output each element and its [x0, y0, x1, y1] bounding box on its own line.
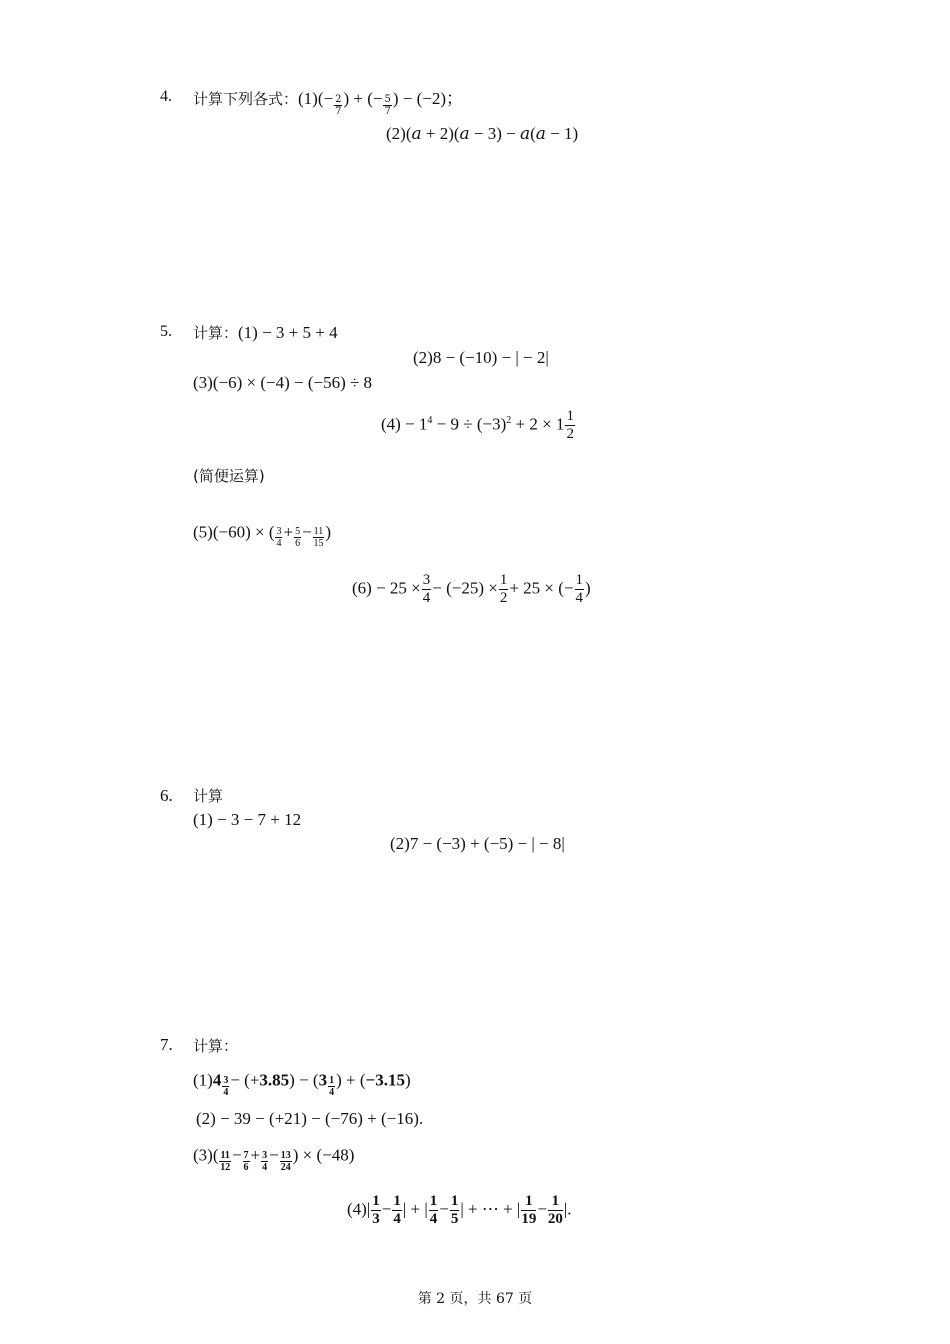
fraction: $\frac{5}{6}$ — [295, 526, 301, 549]
fraction: $\frac{1}{4}$ — [429, 1193, 438, 1227]
fraction: $\frac{1}{3}$ — [372, 1193, 380, 1227]
note-simplified-calculation: (简便运算) — [193, 467, 265, 485]
fraction: $\frac{1}{4}$ — [575, 572, 584, 606]
question-6-part-2: (2)7 − (−3) + (−5) − | − 8| — [390, 834, 565, 853]
question-6-part-1: (1) − 3 − 7 + 12 — [193, 810, 302, 829]
question-number: 4. — [160, 88, 172, 105]
question-5-part-2: (2)8 − (−10) − | − 2| — [413, 348, 549, 367]
question-number: 5. — [160, 323, 172, 340]
question-5-part-6: (6) − 25 × $\frac{3}{4}$ − (−25) × $\frac{1}{2}$ + 25 × (− $\frac{1}{4}$ ) — [352, 572, 591, 606]
question-7-part-1: (1)4 $\frac{3}{4}$ − (+3.85) − (3 $\frac{1}{4}$ ) + (−3.15) — [193, 1070, 411, 1098]
fraction: $\frac{1}{4}$ — [329, 1075, 335, 1098]
fraction: $\frac{3}{4}$ — [223, 1075, 229, 1098]
fraction: $\frac{7}{6}$ — [243, 1150, 249, 1173]
question-prompt: 计算： — [193, 324, 239, 342]
page-footer: 第 2 页，共 67 页 — [417, 1291, 533, 1307]
fraction: $\frac{3}{4}$ — [422, 572, 431, 606]
question-number: 6. — [160, 786, 173, 805]
question-7-part-4: (4)| $\frac{1}{3}$ − $\frac{1}{4}$ | + | $\frac{1}{4}$ − $\frac{1}{5}$ | + ⋯ + | $\frac{1}{19}$ − $\frac{1}{20}$ |. — [347, 1193, 572, 1227]
question-5-line-1: 计算：(1) − 3 + 5 + 4 — [193, 323, 338, 342]
fraction: $\frac{11}{15}$ — [313, 526, 324, 549]
fraction: $\frac{2}{7}$ — [335, 94, 342, 117]
fraction: $\frac{1}{4}$ — [393, 1193, 401, 1227]
question-7-part-3: (3)( $\frac{11}{12}$ − $\frac{7}{6}$ + $\frac{3}{4}$ − $\frac{13}{24}$ ) × (−48) — [193, 1145, 355, 1173]
question-number: 7. — [160, 1035, 173, 1054]
question-5-part-4: $(4) - 1^4 - 9 \div (-3)^2 + 2 \times 1$ $\frac{1}{2}$ — [381, 408, 574, 442]
fraction: $\frac{1}{5}$ — [450, 1193, 459, 1227]
question-5-part-3: (3)(−6) × (−4) − (−56) ÷ 8 — [193, 373, 373, 392]
question-prompt: 计算： — [193, 1037, 239, 1055]
question-7-part-2: (2) − 39 − (+21) − (−76) + (−16). — [196, 1109, 424, 1128]
fraction: $\frac{1}{19}$ — [521, 1193, 537, 1227]
fraction: $\frac{11}{12}$ — [220, 1150, 231, 1173]
question-prompt: 计算下列各式： — [193, 90, 299, 108]
fraction: $\frac{13}{24}$ — [280, 1150, 291, 1173]
fraction: $\frac{3}{4}$ — [276, 526, 282, 549]
fraction: $\frac{5}{7}$ — [384, 94, 391, 117]
fraction: $\frac{1}{2}$ — [566, 408, 574, 442]
fraction: $\frac{1}{20}$ — [547, 1193, 563, 1227]
question-5-part-5: (5)(−60) × ( $\frac{3}{4}$ + $\frac{5}{6}$ − $\frac{11}{15}$ ) — [193, 522, 331, 549]
fraction: $\frac{1}{2}$ — [499, 572, 508, 606]
question-prompt: 计算 — [193, 787, 224, 805]
question-4-line-1: 计算下列各式：(1)(− $\frac{2}{7}$ ) + (− $\frac{5}{7}$ ) − (−2)； — [193, 89, 464, 117]
question-4-part-2: (2)(𝑎 + 2)(𝑎 − 3) − 𝑎(𝑎 − 1) — [386, 124, 579, 143]
fraction: $\frac{3}{4}$ — [262, 1150, 268, 1173]
